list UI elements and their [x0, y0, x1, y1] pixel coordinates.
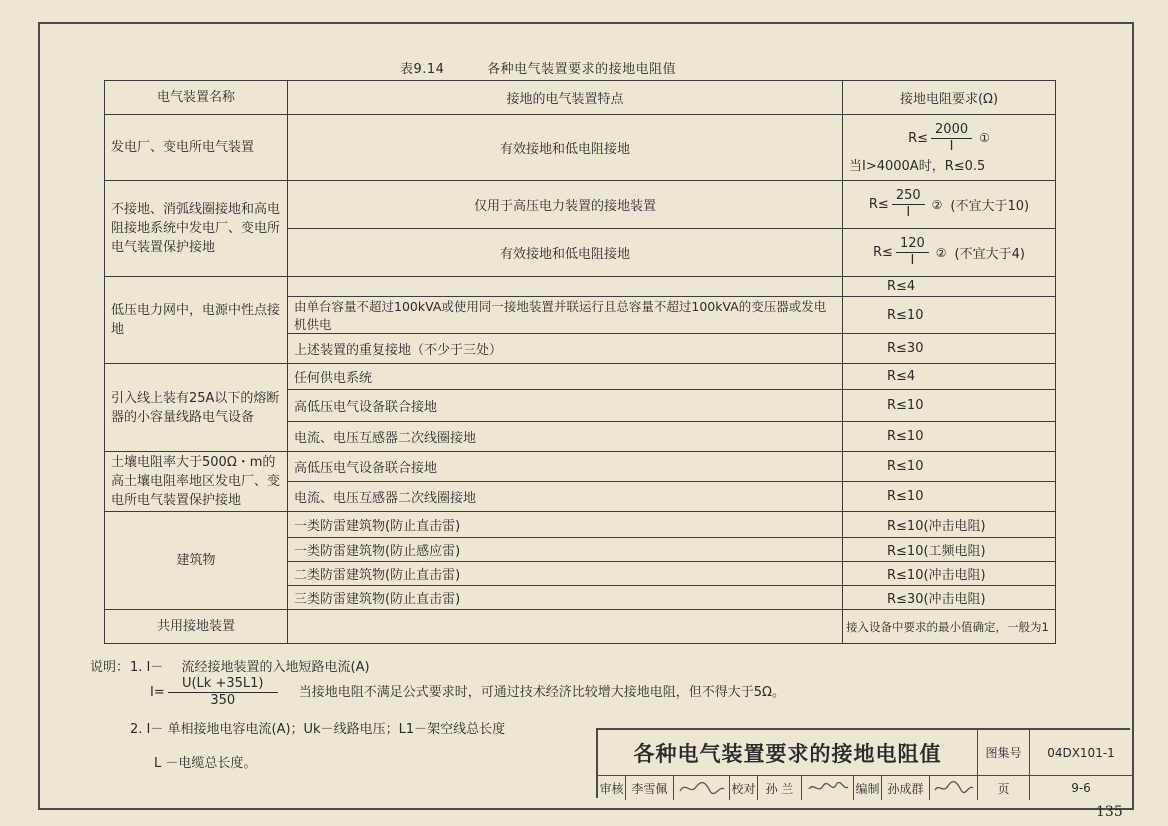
- resistance-requirement: R≤10(冲击电阻): [843, 512, 1056, 538]
- fraction: $\frac{2000}{I}$: [931, 122, 972, 155]
- resistance-requirement: R≤4: [843, 364, 1056, 390]
- resistance-requirement: R≤10: [843, 452, 1056, 482]
- device-feature: 高低压电气设备联合接地: [288, 390, 843, 422]
- designer-name: 孙成群: [882, 776, 930, 800]
- device-feature: 由单台容量不超过100kVA或使用同一接地装置并联运行且总容量不超过100kVA的变压器或发电机供电: [288, 297, 843, 334]
- device-name: 低压电力网中，电源中性点接地: [105, 277, 288, 364]
- page-label: 页: [978, 776, 1030, 800]
- designer-signature: [930, 776, 978, 800]
- header-device-name: 电气装置名称: [105, 81, 288, 115]
- note-3: L －电缆总长度。: [154, 756, 257, 771]
- review-label: 审核: [598, 776, 626, 800]
- device-feature: 一类防雷建筑物(防止直击雷): [288, 512, 843, 538]
- checker-signature: [802, 776, 854, 800]
- table-title: 各种电气装置要求的接地电阻值: [487, 62, 677, 77]
- page-code: 9-6: [1071, 781, 1091, 795]
- resistance-requirement: R≤ $\frac{2000}{I}$ ① 当I>4000A时，R≤0.5: [843, 115, 1056, 181]
- resistance-requirement: R≤30: [843, 334, 1056, 364]
- device-name: 土壤电阻率大于500Ω・m的高土壤电阻率地区发电厂、变电所电气装置保护接地: [105, 452, 288, 512]
- resistance-requirement: 接入设备中要求的最小值确定，一般为1: [843, 610, 1056, 644]
- table-row: [105, 115, 1056, 181]
- resistance-requirement: R≤10: [843, 422, 1056, 452]
- atlas-number: 04DX101-1: [1030, 730, 1132, 776]
- device-feature: 电流、电压互感器二次线圈接地: [288, 482, 843, 512]
- signature-scribble: [806, 779, 850, 797]
- design-label: 编制: [854, 776, 882, 800]
- device-feature: 有效接地和低电阻接地: [288, 115, 843, 181]
- resistance-requirement: R≤10(冲击电阻): [843, 562, 1056, 586]
- formula-fraction: $\frac{U(Lk +35L1)}{350}$: [168, 676, 278, 709]
- device-feature: 一类防雷建筑物(防止感应雷): [288, 538, 843, 562]
- drawing-title: 各种电气装置要求的接地电阻值: [598, 730, 978, 776]
- device-name: 共用接地装置: [105, 610, 288, 644]
- table-row: [105, 364, 1056, 390]
- table-row: [105, 277, 1056, 297]
- resistance-requirement: R≤30(冲击电阻): [843, 586, 1056, 610]
- device-name: 不接地、消弧线圈接地和高电阻接地系统中发电厂、变电所电气装置保护接地: [105, 181, 288, 277]
- device-feature: 有效接地和低电阻接地: [288, 229, 843, 277]
- check-label: 校对: [730, 776, 758, 800]
- requirement-note: 当I>4000A时，R≤0.5: [849, 158, 986, 174]
- device-feature: 上述装置的重复接地（不少于三处）: [288, 334, 843, 364]
- resistance-requirement: R≤10(工频电阻): [843, 538, 1056, 562]
- device-feature: 三类防雷建筑物(防止直击雷): [288, 586, 843, 610]
- note-2: 2. I－ 单相接地电容电流(A)；Uk－线路电压；L1－架空线总长度: [130, 722, 506, 737]
- device-name: 发电厂、变电所电气装置: [105, 115, 288, 181]
- fraction: $\frac{250}{I}$: [892, 188, 925, 221]
- signature-scribble: [933, 779, 975, 797]
- table-row: [105, 452, 1056, 482]
- table-row: [105, 512, 1056, 538]
- table-caption: [400, 58, 714, 77]
- device-feature: 电流、电压互感器二次线圈接地: [288, 422, 843, 452]
- resistance-requirement: R≤ $\frac{120}{I}$ ② (不宜大于4): [843, 229, 1056, 277]
- resistance-requirement: R≤10: [843, 297, 1056, 334]
- checker-name: 孙 兰: [758, 776, 802, 800]
- device-feature: 高低压电气设备联合接地: [288, 452, 843, 482]
- device-feature: [288, 610, 843, 644]
- grounding-resistance-table: [104, 80, 1056, 643]
- note-1: 1. I－ 流经接地装置的入地短路电流(A): [130, 660, 370, 675]
- device-feature: 二类防雷建筑物(防止直击雷): [288, 562, 843, 586]
- signature-scribble: [678, 779, 726, 797]
- resistance-requirement: R≤ $\frac{250}{I}$ ② (不宜大于10): [843, 181, 1056, 229]
- device-feature: 仅用于高压电力装置的接地装置: [288, 181, 843, 229]
- device-name: 建筑物: [105, 512, 288, 610]
- table-number: 表9.14: [400, 62, 445, 77]
- device-feature: [288, 277, 843, 297]
- formula: I= $\frac{U(Lk +35L1)}{350}$ 当接地电阻不满足公式要求时，可通过技术经济比较增大接地电阻，但不得大于5Ω。: [150, 676, 785, 708]
- table-row: [105, 610, 1056, 644]
- atlas-label: 图集号: [978, 730, 1030, 776]
- resistance-requirement: R≤10: [843, 482, 1056, 512]
- device-feature: 任何供电系统: [288, 364, 843, 390]
- resistance-requirement: R≤4: [843, 277, 1056, 297]
- page-number: 135: [1096, 804, 1123, 820]
- title-block: [596, 728, 1130, 798]
- header-feature: 接地的电气装置特点: [288, 81, 843, 115]
- resistance-requirement: R≤10: [843, 390, 1056, 422]
- reviewer-name: 李雪佩: [626, 776, 674, 800]
- fraction: $\frac{120}{I}$: [896, 236, 929, 269]
- table-row: [105, 181, 1056, 229]
- device-name: 引入线上装有25A以下的熔断器的小容量线路电气设备: [105, 364, 288, 452]
- notes-label: 说明：: [90, 660, 130, 675]
- reviewer-signature: [674, 776, 730, 800]
- header-requirement: 接地电阻要求(Ω): [843, 81, 1056, 115]
